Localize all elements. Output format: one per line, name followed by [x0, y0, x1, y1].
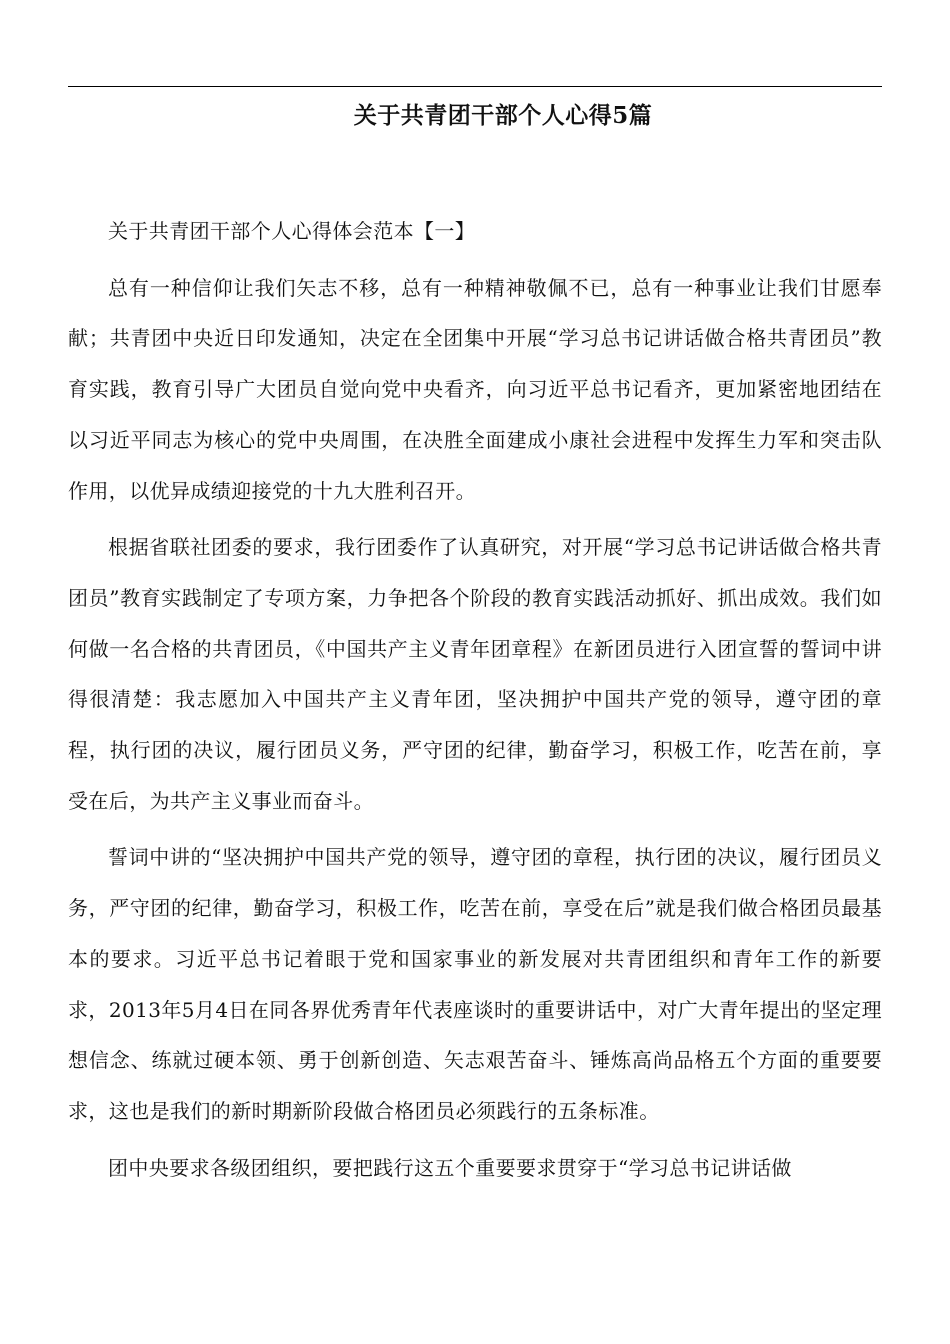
section-heading: 关于共青团干部个人心得体会范本【一】 — [108, 219, 476, 243]
paragraph: 总有一种信仰让我们矢志不移，总有一种精神敬佩不已，总有一种事业让我们甘愿奉献；共青团中央近日印发通知，决定在全团集中开展“学习总书记讲话做合格共青团员”教育实践，教育引导广大团员自觉向党中央看齐，向习近平总书记看齐，更加紧密地团结在以习近平同志为核心的党中央周围，在决胜全面建成小康社会进程中发挥生力军和突击队作用，以优异成绩迎接党的十九大胜利召开。 — [68, 275, 882, 503]
header-rule — [68, 86, 882, 87]
document-body — [68, 206, 882, 1199]
paragraph: 誓词中讲的“坚决拥护中国共产党的领导，遵守团的章程，执行团的决议，履行团员义务，严守团的纪律，勤奋学习，积极工作，吃苦在前，享受在后”就是我们做合格团员最基本的要求。习近平总书记着眼于党和国家事业的新发展对共青团组织和青年工作的新要求，2013年5月4日在同各界优秀青年代表座谈时的重要讲话中，对广大青年提出的坚定理想信念、练就过硬本领、勇于创新创造、矢志艰苦奋斗、锤炼高尚品格五个方面的重要要求，这也是我们的新时期新阶段做合格团员必须践行的五条标准。 — [68, 845, 882, 1123]
paragraph: 根据省联社团委的要求，我行团委作了认真研究，对开展“学习总书记讲话做合格共青团员”教育实践制定了专项方案，力争把各个阶段的教育实践活动抓好、抓出成效。我们如何做一名合格的共青团员，《中国共产主义青年团章程》在新团员进行入团宣誓的誓词中讲得很清楚：我志愿加入中国共产主义青年团，坚决拥护中国共产党的领导，遵守团的章程，执行团的决议，履行团员义务，严守团的纪律，勤奋学习，积极工作，吃苦在前，享受在后，为共产主义事业而奋斗。 — [68, 535, 882, 813]
document-title: 关于共青团干部个人心得5篇 — [353, 102, 653, 129]
paragraph: 团中央要求各级团组织，要把践行这五个重要要求贯穿于“学习总书记讲话做 — [108, 1155, 792, 1180]
